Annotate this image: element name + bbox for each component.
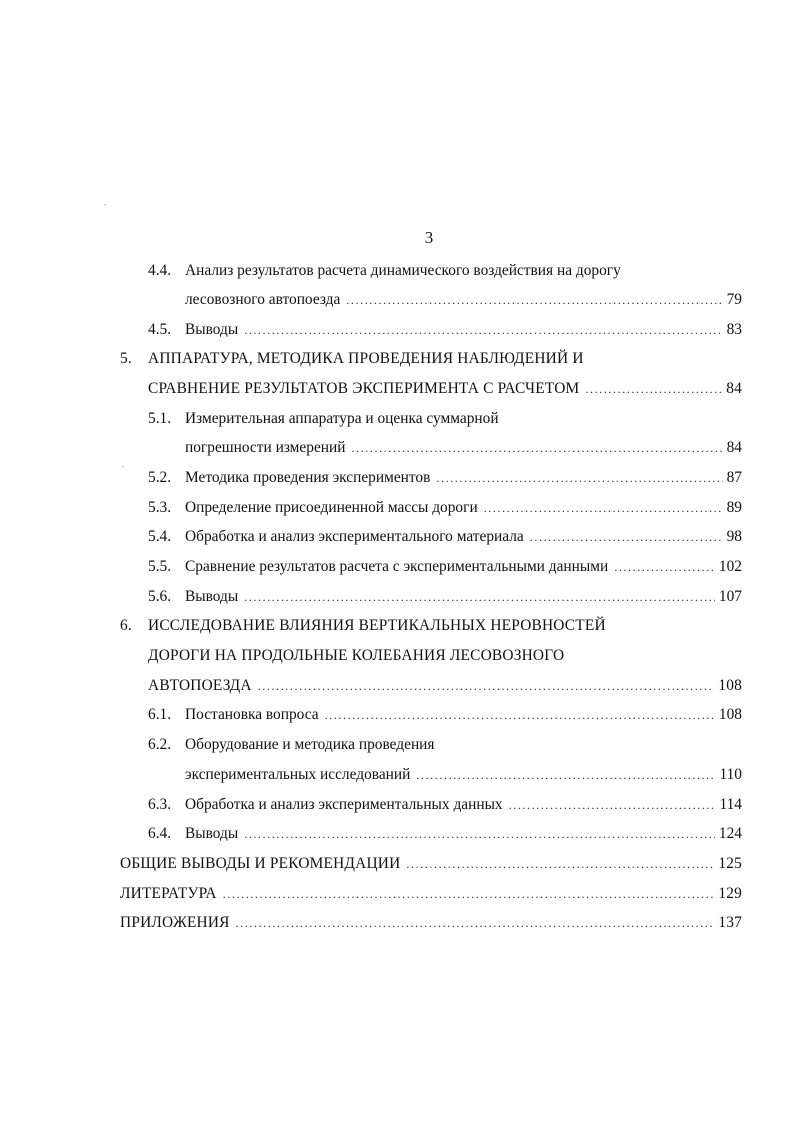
toc-number: 6.1. (148, 706, 172, 723)
toc-number: 6.2. (148, 736, 172, 753)
toc-number: 5.2. (148, 469, 172, 486)
toc-general-conclusions (120, 849, 742, 879)
toc-title: погрешности измерений (185, 439, 346, 456)
toc-entry-5-6 (148, 582, 742, 612)
toc-entry-6-2 (148, 730, 742, 760)
toc-page: 87 (726, 469, 742, 486)
toc-page: 137 (718, 914, 742, 931)
toc-title: Выводы (185, 588, 239, 605)
toc-page: 79 (726, 291, 742, 308)
dot-leader (346, 285, 722, 315)
toc-title: Сравнение результатов расчета с экспериментальными данными (185, 558, 609, 575)
toc-page: 83 (726, 321, 742, 338)
toc-number: 4.5. (148, 321, 172, 338)
toc-page: 129 (718, 885, 742, 902)
dot-leader (244, 819, 715, 849)
dot-leader (484, 493, 723, 523)
toc-title: Измерительная аппаратура и оценка суммарной (185, 410, 499, 427)
toc-number: 5. (120, 350, 132, 367)
dot-leader (509, 790, 716, 820)
toc-entry-4-4 (148, 256, 748, 286)
toc-number: 4.4. (148, 262, 172, 279)
toc-chapter-6-cont (148, 641, 742, 671)
toc-title: Методика проведения экспериментов (185, 469, 431, 486)
toc-title: Обработка и анализ экспериментального материала (185, 528, 524, 545)
toc-entry-5-3 (148, 493, 742, 523)
dot-leader (530, 522, 723, 552)
toc-entry-5-1-cont (185, 433, 742, 463)
toc-page: 125 (718, 855, 742, 872)
toc-number: 6.3. (148, 796, 172, 813)
scan-speck (104, 204, 106, 205)
toc-entry-5-2 (148, 463, 742, 493)
toc-page: 84 (726, 439, 742, 456)
toc-literature (120, 879, 742, 909)
toc-number: 6.4. (148, 825, 172, 842)
toc-title: экспериментальных исследований (185, 766, 411, 783)
toc-entry-6-4 (148, 819, 742, 849)
toc-title: СРАВНЕНИЕ РЕЗУЛЬТАТОВ ЭКСПЕРИМЕНТА С РАСЧЕТОМ (148, 380, 580, 397)
toc-chapter-5-cont (148, 374, 742, 404)
toc-entry-6-2-cont (185, 760, 742, 790)
toc-chapter-6-cont2 (148, 671, 742, 701)
toc-title: Выводы (185, 321, 239, 338)
toc-number: 5.6. (148, 588, 172, 605)
toc-page: 89 (726, 499, 742, 516)
dot-leader (258, 671, 715, 701)
toc-page: 114 (719, 796, 742, 813)
toc-title: Постановка вопроса (185, 706, 319, 723)
toc-page: 98 (726, 528, 742, 545)
toc-entry-6-1 (148, 700, 742, 730)
toc-chapter-5 (120, 344, 750, 374)
toc-number: 5.5. (148, 558, 172, 575)
dot-leader (351, 433, 722, 463)
dot-leader (244, 315, 722, 345)
toc-title: ЛИТЕРАТУРА (120, 885, 217, 902)
toc-number: 5.3. (148, 499, 172, 516)
dot-leader (325, 700, 715, 730)
toc-title: АППАРАТУРА, МЕТОДИКА ПРОВЕДЕНИЯ НАБЛЮДЕНИЙ И (148, 350, 584, 367)
toc-number: 5.1. (148, 410, 172, 427)
toc-title: АВТОПОЕЗДА (148, 677, 252, 694)
toc-title: Определение присоединенной массы дороги (185, 499, 478, 516)
toc-title: Оборудование и методика проведения (185, 736, 435, 753)
toc-page: 108 (718, 706, 742, 723)
dot-leader (223, 879, 715, 909)
dot-leader (406, 849, 714, 879)
toc-chapter-6 (120, 611, 750, 641)
toc-entry-5-5 (148, 552, 742, 582)
toc-number: 5.4. (148, 528, 172, 545)
toc-page: 84 (726, 380, 742, 397)
toc-title: лесовозного автопоезда (185, 291, 341, 308)
dot-leader (436, 463, 722, 493)
toc-title: Выводы (185, 825, 239, 842)
scan-speck (122, 466, 124, 467)
toc-entry-5-4 (148, 522, 742, 552)
toc-title: ДОРОГИ НА ПРОДОЛЬНЫЕ КОЛЕБАНИЯ ЛЕСОВОЗНОГО (148, 647, 565, 664)
toc-title: ПРИЛОЖЕНИЯ (120, 914, 230, 931)
dot-leader (585, 374, 722, 404)
toc-title: Обработка и анализ экспериментальных данных (185, 796, 503, 813)
dot-leader (416, 760, 715, 790)
dot-leader (244, 582, 715, 612)
toc-page: 102 (718, 558, 742, 575)
toc-entry-6-3 (148, 790, 742, 820)
toc-entry-4-5 (148, 315, 742, 345)
toc-appendices (120, 908, 742, 938)
page-number: 3 (424, 228, 434, 247)
toc-page: 110 (719, 766, 742, 783)
dot-leader (614, 552, 715, 582)
toc-page: 108 (718, 677, 742, 694)
toc-title: Анализ результатов расчета динамического воздействия на дорогу (185, 262, 621, 279)
toc-page: 107 (718, 588, 742, 605)
toc-title: ОБЩИЕ ВЫВОДЫ И РЕКОМЕНДАЦИИ (120, 855, 401, 872)
toc-page: 124 (718, 825, 742, 842)
toc-number: 6. (120, 617, 132, 634)
toc-entry-4-4-cont (185, 285, 742, 315)
toc-entry-5-1 (148, 404, 742, 434)
dot-leader (236, 908, 715, 938)
toc-title: ИССЛЕДОВАНИЕ ВЛИЯНИЯ ВЕРТИКАЛЬНЫХ НЕРОВНОСТЕЙ (148, 617, 606, 634)
